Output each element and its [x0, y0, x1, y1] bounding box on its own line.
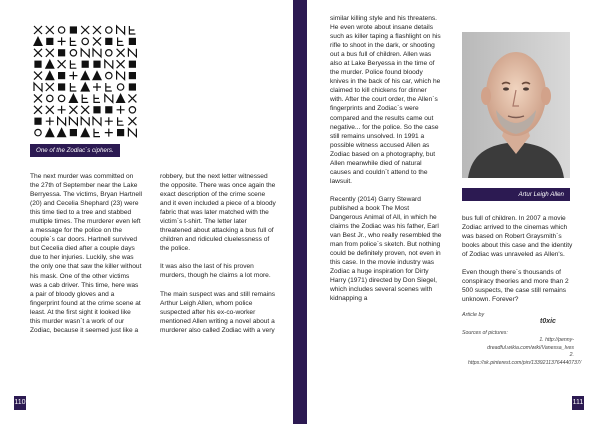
cipher-glyph	[46, 72, 54, 80]
spine-gutter	[293, 0, 307, 424]
author-name: t0xic	[540, 318, 556, 325]
cipher-glyph	[94, 61, 100, 67]
cipher-glyph	[106, 107, 112, 113]
cipher-glyph	[47, 38, 53, 44]
cipher-glyph	[118, 117, 124, 125]
cipher-glyph	[81, 83, 89, 91]
cipher-glyph	[129, 61, 135, 67]
cipher-glyph	[58, 60, 66, 68]
cipher-glyph	[117, 72, 125, 80]
cipher-glyph	[117, 84, 123, 90]
sources-label: Sources of pictures:	[462, 330, 508, 336]
cipher-glyph	[46, 117, 54, 125]
source-link-2[interactable]: 2. https://sk.pinterest.com/pin/13392113764440737/	[468, 352, 582, 366]
cipher-glyph	[94, 107, 100, 113]
cipher-glyph	[81, 26, 89, 34]
cipher-glyph	[34, 72, 42, 80]
cipher-glyph	[118, 130, 124, 136]
cipher-glyph	[81, 106, 89, 114]
cipher-glyph	[93, 83, 101, 91]
article-by-label: Article by	[462, 312, 485, 318]
cipher-glyph	[106, 72, 112, 78]
cipher-glyph	[105, 94, 113, 102]
cipher-glyph	[69, 94, 77, 102]
cipher-glyph	[117, 60, 125, 68]
cipher-caption: One of the Zodiac`s ciphers.	[30, 144, 120, 157]
cipher-glyph	[58, 27, 64, 33]
cipher-glyph	[93, 117, 101, 125]
cipher-glyph	[59, 84, 65, 90]
cipher-glyph	[34, 83, 42, 91]
cipher-glyph	[35, 61, 41, 67]
cipher-glyph	[58, 117, 66, 125]
cipher-glyph	[128, 117, 136, 125]
cipher-glyph	[93, 37, 101, 45]
cipher-glyph	[70, 83, 76, 91]
cipher-glyph	[129, 84, 135, 90]
cipher-glyph	[58, 95, 64, 101]
cipher-glyph	[46, 106, 54, 114]
cipher-glyph	[35, 118, 41, 124]
right-column-1	[330, 14, 442, 312]
cipher-glyph	[94, 94, 100, 102]
cipher-glyph	[59, 73, 65, 79]
cipher-glyph	[70, 37, 76, 45]
cipher-glyph	[34, 26, 42, 34]
paragraph: It was also the last of his proven murders, though he claims a lot more.	[160, 263, 271, 280]
cipher-glyph	[117, 49, 125, 57]
cipher-glyph	[46, 83, 54, 91]
cipher-glyph	[129, 38, 135, 44]
source-link-1[interactable]: 1. http://penny-dreadful.wikia.com/wiki/Vanessa_Ives	[487, 337, 574, 351]
cipher-glyph	[128, 94, 136, 102]
cipher-glyph	[93, 72, 101, 80]
cipher-glyph	[47, 95, 53, 101]
cipher-glyph	[105, 117, 113, 125]
cipher-glyph	[93, 49, 101, 57]
cipher-glyph	[58, 129, 66, 137]
cipher-glyph	[93, 26, 101, 34]
portrait-image	[462, 32, 570, 178]
cipher-glyph	[34, 37, 42, 45]
arthur-leigh-allen-photo	[462, 32, 570, 178]
cipher-glyph	[117, 106, 125, 114]
left-column-1	[30, 172, 142, 344]
cipher-glyph	[106, 27, 112, 33]
paragraph: similar killing style and his threatens. He even wrote about insane details such as killer taping a flashlight on his rifle to shoot in the dark, or shooting out a bus full of children. Allen was also at Lake Beryessa in the time of the murder. Police found bloody knives in the back of his car, which he claimed to kill chickens for dinner with. After the court order, the Allen`s fingerprints and Zodiac`s were compared and the results came out negative... for the police. So the case still remains unsolved. In 1991 a possible witness accused Allen as Zodiac based on a photography, but Allen meanwhile died of natural causes and couldn`t attend to the lawsuit.	[330, 15, 441, 185]
cipher-glyph	[34, 106, 42, 114]
cipher-glyph	[105, 129, 113, 137]
cipher-glyph	[129, 73, 135, 79]
cipher-glyph	[81, 49, 89, 57]
cipher-glyph	[58, 37, 66, 45]
cipher-glyph	[70, 27, 76, 33]
cipher-glyph	[46, 60, 54, 68]
left-column-2	[160, 172, 276, 344]
cipher-glyph	[106, 83, 112, 91]
cipher-glyph	[69, 117, 77, 125]
cipher-glyph	[129, 26, 135, 34]
cipher-glyph	[105, 60, 113, 68]
cipher-glyph	[70, 130, 76, 136]
zodiac-cipher-image	[30, 22, 140, 140]
cipher-glyph	[82, 38, 88, 44]
cipher-glyph	[81, 72, 89, 80]
cipher-glyph	[34, 94, 42, 102]
page-number-right: 111	[572, 396, 584, 410]
cipher-glyph	[106, 50, 112, 56]
cipher-glyph	[58, 106, 66, 114]
cipher-glyph	[129, 107, 135, 113]
cipher-glyph	[46, 49, 54, 57]
page-number-left: 110	[14, 396, 26, 410]
cipher-glyph	[46, 129, 54, 137]
cipher-glyph	[70, 60, 76, 68]
cipher-glyph	[128, 49, 136, 57]
cipher-glyph	[35, 129, 41, 135]
cipher-glyph	[59, 50, 65, 56]
paragraph: The next murder was committed on the 27th of September near the Lake Berryessa. The victims, Bryan Hartnell (20) and Cecelia Shephard (23) were this time tied to a tree and stabbed multiple times. The murderer even left a message for the police on the couple`s car doors. Hartnell survived but Cecelia died after a couple days due to her injuries. Luckily, she was the only one that saw the killer without his mask. One of the other victims was a cab driver. This time, here was a pair of bloody gloves and a fingerprint found at the crime scene at least. At the first sight it looked like this murder wasn`t a work of our Zodiac, because it seemed just like a	[30, 173, 143, 334]
cipher-glyph	[69, 106, 77, 114]
cipher-glyph	[118, 37, 124, 45]
right-column-2	[462, 214, 574, 313]
paragraph: robbery, but the next letter witnessed the opposite. There was once again the exact description of the crime scene and it even included a piece of a bloody fabric that was later matched with the victim`s t-shirt. The letter later threatened about attacking a bus full of children and ridiculed cluelessness of the police.	[160, 173, 276, 253]
cipher-glyph	[81, 129, 89, 137]
cipher-glyph	[82, 94, 88, 102]
cipher-glyph	[46, 26, 54, 34]
cipher-glyph	[117, 94, 125, 102]
left-page	[0, 0, 293, 424]
cipher-glyph	[128, 129, 136, 137]
paragraph: Recently (2014) Garry Steward published a book The Most Dangerous Animal of All, in which he claims the Zodiac was his father, Earl van Best Jr., who really resembled the man from police`s sketch. But nothing could be definitely proven, not even in this case. In the movie industry was Zodiac a huge inspiration for Dirty Harry (1971) directed by Don Siegel, which includes several scenes with kidnapping a	[330, 195, 442, 303]
cipher-glyph	[106, 38, 112, 44]
paragraph: The main suspect was and still remains Arthur Leigh Allen, whom police suspected after his ex-co-worker mentioned Allen writing a novel about a murderer also called Zodiac with a very	[160, 290, 276, 334]
cipher-glyph	[69, 72, 77, 80]
photo-caption: Artur Leigh Allen	[462, 188, 570, 201]
cipher-glyph	[82, 61, 88, 67]
cipher-glyph	[117, 26, 125, 34]
cipher-glyph	[34, 49, 42, 57]
cipher-glyph	[70, 50, 76, 56]
cipher-glyph	[81, 117, 89, 125]
paragraph: bus full of children. In 2007 a movie Zodiac arrived to the cinemas which was based on Robert Graysmith`s books about this case and the identity of Zodiac was unraveled as Allen's.	[462, 215, 573, 259]
cipher-glyph	[94, 129, 100, 137]
paragraph: Even though there`s thousands of conspiracy theories and more than 2 500 suspects, the case still remains unknown. Forever?	[462, 269, 569, 304]
